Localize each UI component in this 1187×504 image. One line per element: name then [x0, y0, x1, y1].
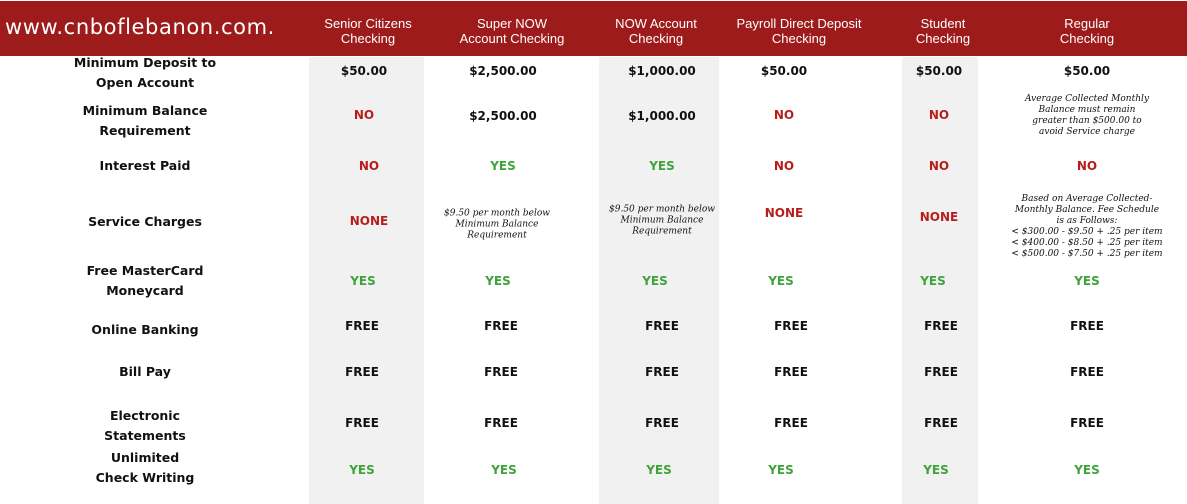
cell-note-line: Requirement — [467, 230, 527, 241]
cell-note-line: Balance must remain — [1038, 105, 1136, 115]
table-cell: NO — [928, 108, 950, 122]
table-cell: FREE — [645, 365, 679, 379]
cell-note-line: avoid Service charge — [1039, 127, 1135, 137]
table-cell: FREE — [345, 365, 379, 379]
cell-note-line: Minimum Balance — [620, 215, 704, 226]
row-label-line: Open Account — [95, 75, 195, 90]
column-header-line: NOW Account — [615, 16, 697, 31]
column-header-line: Checking — [771, 31, 827, 46]
table-cell: FREE — [924, 416, 958, 430]
column-header-senior — [324, 16, 411, 46]
cell-note-line: Average Collected Monthly — [1025, 94, 1149, 104]
column-header-student — [916, 16, 970, 46]
column-header-line: Checking — [1059, 31, 1115, 46]
column-header-line: Senior Citizens — [324, 16, 412, 31]
table-cell: YES — [350, 274, 376, 288]
cell-note-line: Monthly Balance. Fee Schedule — [1014, 205, 1160, 215]
table-cell: $50.00 — [915, 64, 963, 78]
row-label-line: Electronic — [109, 408, 181, 423]
row-label-line: Statements — [104, 428, 186, 443]
cell-note-line: Requirement — [632, 226, 692, 237]
row-label — [70, 406, 220, 446]
table-cell — [609, 205, 715, 238]
table-cell: FREE — [484, 365, 518, 379]
column-header-line: Checking — [628, 31, 684, 46]
table-cell: FREE — [774, 319, 808, 333]
table-cell: $2,500.00 — [469, 109, 537, 123]
table-cell — [1011, 194, 1162, 260]
table-cell: NONE — [349, 214, 389, 228]
row-label — [70, 448, 220, 488]
site-url: www.cnboflebanon.com. — [5, 15, 275, 39]
cell-note-line: Based on Average Collected- — [1021, 194, 1153, 204]
cell-note-line: < $500.00 - $7.50 + .25 per item — [1011, 249, 1163, 259]
table-cell: YES — [768, 463, 794, 477]
row-label-line: Check Writing — [95, 470, 195, 485]
table-cell: FREE — [645, 416, 679, 430]
table-cell: FREE — [645, 319, 679, 333]
table-cell: YES — [485, 274, 511, 288]
table-cell: YES — [1074, 274, 1100, 288]
table-cell: YES — [768, 274, 794, 288]
column-header-line: Student — [920, 16, 966, 31]
table-cell: NO — [1076, 159, 1098, 173]
table-cell: FREE — [924, 365, 958, 379]
row-label-line: Moneycard — [106, 283, 184, 298]
table-cell — [444, 209, 550, 242]
table-cell — [1025, 94, 1149, 138]
table-cell: YES — [1074, 463, 1100, 477]
table-cell: FREE — [484, 416, 518, 430]
table-cell: YES — [920, 274, 946, 288]
column-header-regular — [1060, 16, 1114, 46]
row-label-line: Bill Pay — [119, 364, 171, 379]
table-cell: $1,000.00 — [628, 64, 696, 78]
table-cell: NONE — [919, 210, 959, 224]
table-cell: FREE — [1070, 319, 1104, 333]
column-header-line: Account Checking — [459, 31, 565, 46]
cell-note-line: Minimum Balance — [455, 219, 539, 230]
column-header-now — [615, 16, 697, 46]
table-cell: YES — [923, 463, 949, 477]
table-cell: YES — [646, 463, 672, 477]
table-cell: FREE — [345, 416, 379, 430]
table-cell: FREE — [484, 319, 518, 333]
header-bar — [0, 1, 1187, 56]
table-cell: YES — [490, 159, 516, 173]
row-label-line: Unlimited — [110, 450, 180, 465]
table-cell: $50.00 — [760, 64, 808, 78]
row-label-line: Online Banking — [91, 322, 199, 337]
table-cell: $1,000.00 — [628, 109, 696, 123]
column-header-super-now — [460, 16, 565, 46]
cell-note-line: $9.50 per month below — [444, 208, 550, 219]
table-cell: YES — [642, 274, 668, 288]
table-cell: NO — [353, 108, 375, 122]
row-label — [70, 212, 220, 232]
column-header-line: Payroll Direct Deposit — [736, 16, 862, 31]
row-label-line: Interest Paid — [99, 158, 191, 173]
table-cell: FREE — [1070, 416, 1104, 430]
table-cell: YES — [491, 463, 517, 477]
row-label-line: Requirement — [99, 123, 191, 138]
column-header-payroll — [737, 16, 862, 46]
row-label — [70, 53, 220, 93]
row-label-line: Service Charges — [88, 214, 202, 229]
row-label-line: Minimum Balance — [82, 103, 208, 118]
table-cell: $2,500.00 — [469, 64, 537, 78]
table-cell: YES — [349, 463, 375, 477]
column-header-line: Super NOW — [476, 16, 548, 31]
table-cell: FREE — [345, 319, 379, 333]
table-cell: $50.00 — [340, 64, 388, 78]
table-cell: YES — [649, 159, 675, 173]
table-cell: NONE — [764, 206, 804, 220]
row-label — [70, 101, 220, 141]
table-cell: FREE — [1070, 365, 1104, 379]
row-label-line: Minimum Deposit to — [73, 55, 217, 70]
table-cell: FREE — [924, 319, 958, 333]
cell-note-line: greater than $500.00 to — [1032, 116, 1142, 126]
row-label-line: Free MasterCard — [86, 263, 204, 278]
row-label — [70, 362, 220, 382]
table-cell: NO — [773, 108, 795, 122]
cell-note-line: $9.50 per month below — [609, 204, 715, 215]
table-cell: FREE — [774, 365, 808, 379]
column-header-line: Checking — [915, 31, 971, 46]
table-cell: FREE — [774, 416, 808, 430]
column-header-line: Regular — [1064, 16, 1110, 31]
row-label — [70, 320, 220, 340]
cell-note-line: < $400.00 - $8.50 + .25 per item — [1011, 238, 1163, 248]
row-label — [70, 156, 220, 176]
table-cell: $50.00 — [1063, 64, 1111, 78]
column-header-line: Checking — [340, 31, 396, 46]
table-cell: NO — [358, 159, 380, 173]
cell-note-line: is as Follows: — [1056, 216, 1118, 226]
table-cell: NO — [773, 159, 795, 173]
table-cell: NO — [928, 159, 950, 173]
row-label — [70, 261, 220, 301]
cell-note-line: < $300.00 - $9.50 + .25 per item — [1011, 227, 1163, 237]
